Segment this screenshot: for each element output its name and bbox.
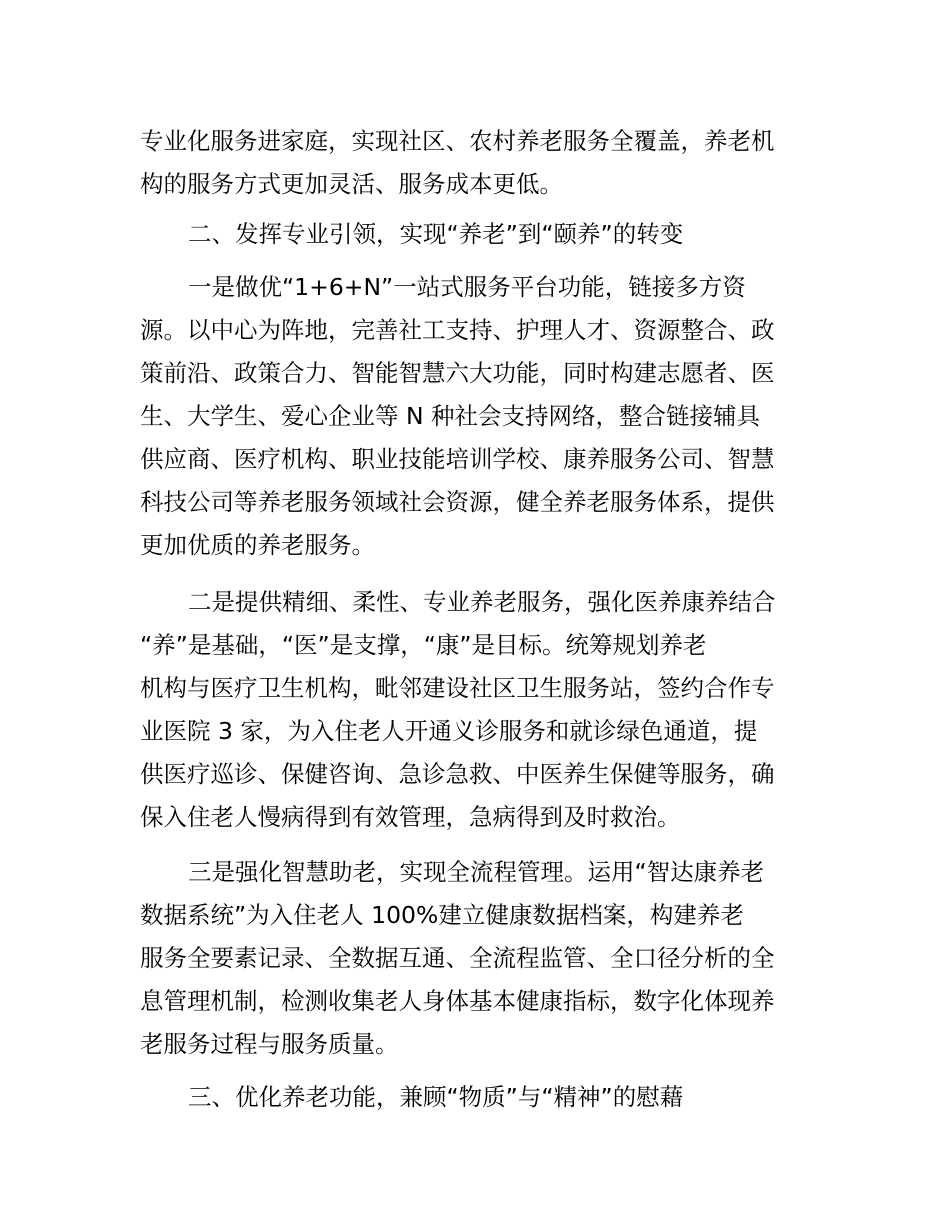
paragraph-line: 供应商、医疗机构、职业技能培训学校、康养服务公司、智慧: [140, 445, 775, 473]
paragraph-line: 更加优质的养老服务。: [140, 531, 375, 559]
paragraph-line: 三是强化智慧助老，实现全流程管理。运用“智达康养老: [188, 858, 765, 886]
paragraph-line: 源。以中心为阵地，完善社工支持、护理人才、资源整合、政: [140, 316, 775, 344]
paragraph-line: 供医疗巡诊、保健咨询、急诊急救、中医养生保健等服务，确: [140, 760, 775, 788]
paragraph-line: 息管理机制，检测收集老人身体基本健康指标，数字化体现养: [140, 987, 775, 1015]
paragraph-line: 专业化服务进家庭，实现社区、农村养老服务全覆盖，养老机: [140, 127, 775, 155]
paragraph-line: 机构与医疗卫生机构，毗邻建设社区卫生服务站，签约合作专: [140, 674, 775, 702]
section-heading: 二、发挥专业引领，实现“养老”到“颐养”的转变: [188, 220, 684, 248]
paragraph-line: 二是提供精细、柔性、专业养老服务，强化医养康养结合: [188, 588, 776, 616]
paragraph-line: 生、大学生、爱心企业等 N 种社会支持网络，整合链接辅具: [140, 402, 761, 430]
paragraph-line: 老服务过程与服务质量。: [140, 1030, 399, 1058]
paragraph-line: 保入住老人慢病得到有效管理，急病得到及时救治。: [140, 803, 681, 831]
paragraph-line: 科技公司等养老服务领域社会资源，健全养老服务体系，提供: [140, 488, 775, 516]
paragraph-line: 构的服务方式更加灵活、服务成本更低。: [140, 170, 563, 198]
paragraph-line: 数据系统”为入住老人 100%建立健康数据档案，构建养老: [140, 901, 744, 929]
paragraph-line: 策前沿、政策合力、智能智慧六大功能，同时构建志愿者、医: [140, 359, 775, 387]
paragraph-line: 服务全要素记录、全数据互通、全流程监管、全口径分析的全: [140, 944, 775, 972]
paragraph-line: 业医院 3 家，为入住老人开通义诊服务和就诊绿色通道，提: [140, 717, 758, 745]
section-heading: 三、优化养老功能，兼顾“物质”与“精神”的慰藉: [188, 1083, 684, 1111]
paragraph-line: “养”是基础，“医”是支撑，“康”是目标。统筹规划养老: [140, 631, 707, 659]
paragraph-line: 一是做优“1+6+N”一站式服务平台功能，链接多方资: [188, 273, 746, 301]
